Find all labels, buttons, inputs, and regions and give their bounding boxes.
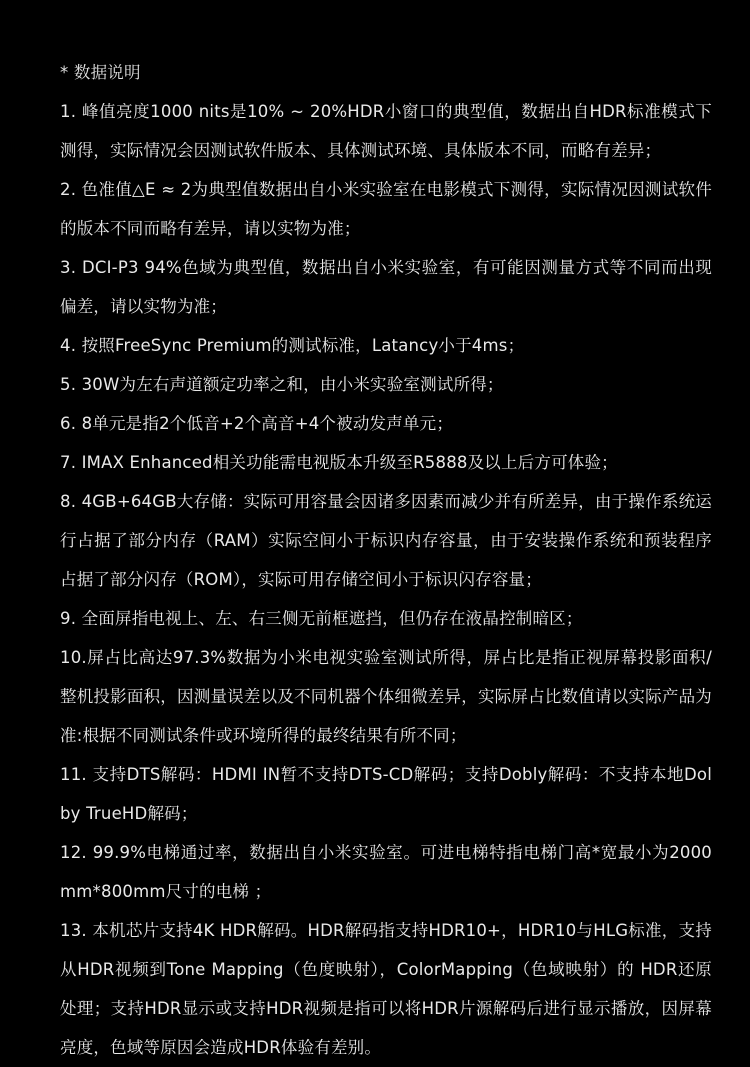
data-notes-document	[60, 53, 712, 1067]
note-item: 10.屏占比高达97.3%数据为小米电视实验室测试所得，屏占比是指正视屏幕投影面积/整机投影面积，因测量误差以及不同机器个体细微差异，实际屏占比数值请以实际产品为准:根据不同测试条件或环境所得的最终结果有所不同；	[60, 648, 712, 745]
note-item: 8. 4GB+64GB大存储：实际可用容量会因诸多因素而减少并有所差异，由于操作系统运行占据了部分内存（RAM）实际空间小于标识内存容量，由于安装操作系统和预装程序占据了部分闪存（ROM），实际可用存储空间小于标识闪存容量；	[60, 492, 712, 589]
note-item: 13. 本机芯片支持4K HDR解码。HDR解码指支持HDR10+，HDR10与HLG标准，支持从HDR视频到Tone Mapping（色度映射），ColorMapping（色域映射）的 HDR还原处理；支持HDR显示或支持HDR视频是指可以将HDR片源解码后进行显示播放，因屏幕亮度，色域等原因会造成HDR体验有差别。	[60, 921, 712, 1057]
note-item: 3. DCI-P3 94%色域为典型值，数据出自小米实验室，有可能因测量方式等不同而出现偏差，请以实物为准；	[60, 258, 712, 316]
note-item: 7. IMAX Enhanced相关功能需电视版本升级至R5888及以上后方可体验；	[60, 453, 618, 472]
note-item: 6. 8单元是指2个低音+2个高音+4个被动发声单元；	[60, 414, 454, 433]
note-item: 4. 按照FreeSync Premium的测试标准，Latancy小于4ms；	[60, 336, 525, 355]
note-item: 9. 全面屏指电视上、左、右三侧无前框遮挡，但仍存在液晶控制暗区；	[60, 609, 583, 628]
note-item: 5. 30W为左右声道额定功率之和，由小米实验室测试所得；	[60, 375, 504, 394]
note-item: 1. 峰值亮度1000 nits是10% ~ 20%HDR小窗口的典型值，数据出自HDR标准模式下测得，实际情况会因测试软件版本、具体测试环境、具体版本不同，而略有差异；	[60, 102, 712, 160]
notes-heading: * 数据说明	[60, 63, 141, 82]
note-item: 11. 支持DTS解码：HDMI IN暂不支持DTS-CD解码；支持Dobly解码：不支持本地Dolby TrueHD解码；	[60, 765, 712, 823]
note-item: 12. 99.9%电梯通过率，数据出自小米实验室。可进电梯特指电梯门高*宽最小为2000mm*800mm尺寸的电梯 ；	[60, 843, 712, 901]
note-item: 2. 色准值△E ≈ 2为典型值数据出自小米实验室在电影模式下测得，实际情况因测试软件的版本不同而略有差异，请以实物为准；	[60, 180, 712, 238]
